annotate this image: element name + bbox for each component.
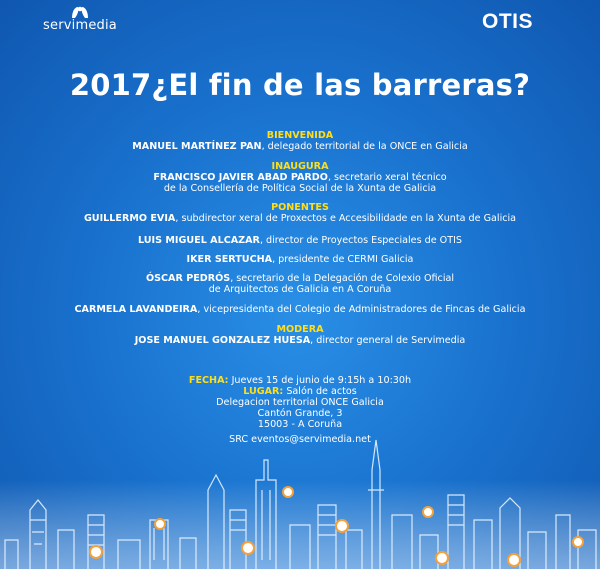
servimedia-wordmark: servimedia: [43, 18, 117, 33]
city-skyline-illustration: [0, 420, 600, 569]
accessibility-badge-icon: [573, 537, 583, 547]
inaugura-line-2: de la Consellería de Política Social de la Xunta de Galicia: [163, 183, 437, 194]
speaker-name: GUILLERMO EVIA: [83, 213, 176, 224]
accessibility-badge-icon: [436, 552, 448, 564]
heading-modera: MODERA: [276, 324, 324, 335]
lugar-label: LUGAR:: [243, 386, 284, 397]
speaker-role: , director de Proyectos Especiales de OTIS: [259, 235, 462, 246]
heading-inaugura: INAUGURA: [271, 161, 329, 172]
bienvenida-line: [0, 141, 600, 153]
heading-ponentes: PONENTES: [271, 202, 329, 213]
accessibility-badge-icon: [336, 520, 348, 532]
accessibility-badge-icon: [90, 546, 102, 558]
otis-logo: OTIS: [482, 10, 534, 33]
speaker-line: [0, 235, 600, 247]
speaker-line: [0, 254, 600, 266]
speaker-name: FRANCISCO JAVIER ABAD PARDO: [153, 172, 328, 183]
address-line-3: 15003 - A Coruña: [257, 419, 343, 430]
speaker-name: MANUEL MARTÍNEZ PAN: [132, 141, 262, 152]
poster-title: 2017¿El fin de las barreras?: [69, 68, 531, 102]
speaker-role: , secretario xeral técnico: [327, 172, 447, 183]
accessibility-badge-icon: [508, 554, 520, 566]
accessibility-badge-icon: [283, 487, 293, 497]
speaker-name: ÓSCAR PEDRÓS: [145, 273, 231, 284]
lugar-value: Salón de actos: [283, 386, 357, 397]
servimedia-logo: [20, 4, 140, 33]
speaker-role: , vicepresidenta del Colegio de Administradores de Fincas de Galicia: [197, 304, 526, 315]
heading-bienvenida: BIENVENIDA: [266, 130, 334, 141]
fecha-value: Jueves 15 de junio de 9:15h a 10:30h: [228, 375, 412, 386]
fecha-label: FECHA:: [188, 375, 229, 386]
speaker-role: , presidente de CERMI Galicia: [272, 254, 414, 265]
accessibility-badge-icon: [242, 542, 254, 554]
speaker-role: , director general de Servimedia: [310, 335, 466, 346]
accessibility-badge-icon: [423, 507, 433, 517]
speaker-role: , delegado territorial de la ONCE en Galicia: [261, 141, 468, 152]
address-line-2: Cantón Grande, 3: [257, 408, 343, 419]
speaker-name: IKER SERTUCHA: [186, 254, 273, 265]
src-contact: SRC eventos@servimedia.net: [229, 434, 371, 445]
speaker-name: JOSE MANUEL GONZALEZ HUESA: [134, 335, 311, 346]
speaker-role: , subdirector xeral de Proxectos e Accesibilidade en la Xunta de Galicia: [175, 213, 517, 224]
speaker-name: CARMELA LAVANDEIRA: [74, 304, 198, 315]
speaker-role: , secretario de la Delegación de Colexio Oficial: [230, 273, 455, 284]
modera-line: [0, 335, 600, 347]
address-line-1: Delegacion territorial ONCE Galicia: [216, 397, 384, 408]
accessibility-badge-icon: [155, 519, 165, 529]
speaker-line-cont: de Arquitectos de Galicia en A Coruña: [208, 284, 392, 295]
speaker-name: LUIS MIGUEL ALCAZAR: [138, 235, 260, 246]
speaker-line: [0, 304, 600, 316]
speaker-line: [0, 213, 600, 225]
